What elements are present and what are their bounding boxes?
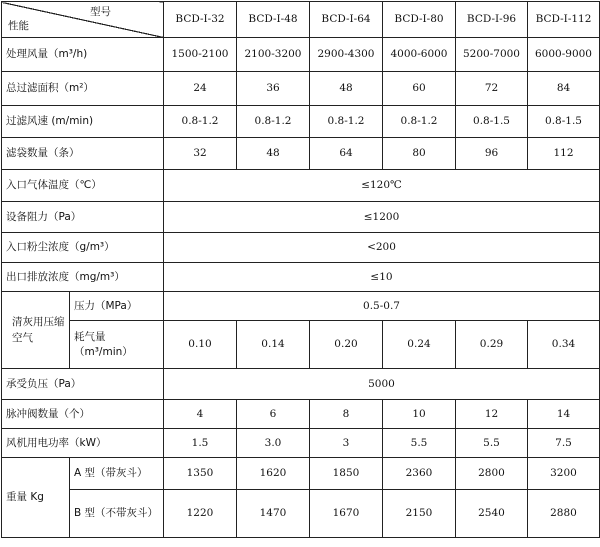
outlet-dust-row <box>2 263 600 292</box>
inlet-dust-value: <200 <box>164 233 600 263</box>
filter-area-value: 60 <box>383 72 456 106</box>
compressed-air-text: 清灰用压缩空气 <box>12 316 65 344</box>
performance-header-label: 性能 <box>8 20 29 32</box>
weight-type-b-value: 2880 <box>528 490 600 538</box>
airflow-value: 6000-9000 <box>528 38 600 72</box>
negative-pressure-row <box>2 369 600 400</box>
fan-power-value: 3.0 <box>237 429 310 458</box>
bag-count-value: 48 <box>237 138 310 170</box>
air-pressure-label: 压力（MPa） <box>70 292 164 321</box>
airflow-value: 2900-4300 <box>310 38 383 72</box>
negative-pressure-label: 承受负压（Pa） <box>2 369 164 400</box>
inlet-temp-label: 入口气体温度（℃） <box>2 170 164 202</box>
filter-speed-value: 0.8-1.5 <box>528 106 600 138</box>
pulse-valves-value: 12 <box>456 400 528 429</box>
air-consumption-value: 0.24 <box>383 321 456 369</box>
header-diagonal-cell <box>2 2 164 38</box>
air-pressure-row <box>2 292 600 321</box>
outlet-dust-value: ≤10 <box>164 263 600 292</box>
filter-area-row <box>2 72 600 106</box>
weight-a-row <box>2 458 600 490</box>
airflow-value: 4000-6000 <box>383 38 456 72</box>
fan-power-value: 5.5 <box>383 429 456 458</box>
filter-area-value: 36 <box>237 72 310 106</box>
air-consumption-value: 0.29 <box>456 321 528 369</box>
air-consumption-value: 0.14 <box>237 321 310 369</box>
air-consumption-value: 0.10 <box>164 321 237 369</box>
model-header: BCD-I-48 <box>237 2 310 38</box>
pulse-valves-value: 14 <box>528 400 600 429</box>
fan-power-value: 7.5 <box>528 429 600 458</box>
model-header: BCD-I-96 <box>456 2 528 38</box>
negative-pressure-value: 5000 <box>164 369 600 400</box>
pulse-valves-value: 8 <box>310 400 383 429</box>
model-header: BCD-I-112 <box>528 2 600 38</box>
fan-power-row <box>2 429 600 458</box>
weight-type-a-value: 2360 <box>383 458 456 490</box>
filter-speed-label: 过滤风速 (m/min) <box>2 106 164 138</box>
bag-count-value: 32 <box>164 138 237 170</box>
weight-type-a-value: 2800 <box>456 458 528 490</box>
airflow-value: 1500-2100 <box>164 38 237 72</box>
weight-type-b-value: 1670 <box>310 490 383 538</box>
outlet-dust-label: 出口排放浓度（mg/m³） <box>2 263 164 292</box>
weight-type-a-value: 1850 <box>310 458 383 490</box>
fan-power-value: 5.5 <box>456 429 528 458</box>
resistance-row <box>2 202 600 233</box>
weight-type-b-label: B 型（不带灰斗） <box>70 490 164 538</box>
airflow-label: 处理风量（m³/h) <box>2 38 164 72</box>
air-consumption-value: 0.20 <box>310 321 383 369</box>
pulse-valves-label: 脉冲阀数量（个） <box>2 400 164 429</box>
model-header: BCD-I-80 <box>383 2 456 38</box>
filter-area-value: 48 <box>310 72 383 106</box>
air-consumption-value: 0.34 <box>528 321 600 369</box>
weight-type-a-label: A 型（带灰斗） <box>70 458 164 490</box>
filter-speed-value: 0.8-1.2 <box>383 106 456 138</box>
inlet-temp-row <box>2 170 600 202</box>
resistance-label: 设备阻力（Pa） <box>2 202 164 233</box>
weight-type-b-value: 1470 <box>237 490 310 538</box>
air-consumption-row <box>2 321 600 369</box>
weight-type-b-value: 1220 <box>164 490 237 538</box>
pulse-valves-value: 4 <box>164 400 237 429</box>
pulse-valves-row <box>2 400 600 429</box>
weight-type-b-value: 2150 <box>383 490 456 538</box>
weight-label: 重量 Kg <box>2 458 70 538</box>
airflow-value: 2100-3200 <box>237 38 310 72</box>
filter-area-label: 总过滤面积（m²） <box>2 72 164 106</box>
filter-speed-value: 0.8-1.2 <box>164 106 237 138</box>
weight-type-a-value: 1620 <box>237 458 310 490</box>
weight-b-row <box>2 490 600 538</box>
fan-power-value: 1.5 <box>164 429 237 458</box>
airflow-value: 5200-7000 <box>456 38 528 72</box>
bag-count-value: 64 <box>310 138 383 170</box>
weight-type-a-value: 3200 <box>528 458 600 490</box>
bag-count-row <box>2 138 600 170</box>
weight-type-a-value: 1350 <box>164 458 237 490</box>
inlet-dust-label: 入口粉尘浓度（g/m³） <box>2 233 164 263</box>
header-row <box>2 2 600 38</box>
model-header: BCD-I-64 <box>310 2 383 38</box>
bag-count-value: 80 <box>383 138 456 170</box>
inlet-temp-value: ≤120℃ <box>164 170 600 202</box>
filter-speed-value: 0.8-1.2 <box>310 106 383 138</box>
fan-power-label: 风机用电功率（kW） <box>2 429 164 458</box>
compressed-air-label <box>2 292 70 369</box>
bag-count-label: 滤袋数量（条） <box>2 138 164 170</box>
spec-table <box>1 1 600 538</box>
model-header: BCD-I-32 <box>164 2 237 38</box>
filter-area-value: 24 <box>164 72 237 106</box>
bag-count-value: 112 <box>528 138 600 170</box>
resistance-value: ≤1200 <box>164 202 600 233</box>
pulse-valves-value: 10 <box>383 400 456 429</box>
fan-power-value: 3 <box>310 429 383 458</box>
filter-area-value: 72 <box>456 72 528 106</box>
pulse-valves-value: 6 <box>237 400 310 429</box>
model-header-label: 型号 <box>90 6 111 18</box>
inlet-dust-row <box>2 233 600 263</box>
bag-count-value: 96 <box>456 138 528 170</box>
filter-speed-value: 0.8-1.5 <box>456 106 528 138</box>
filter-area-value: 84 <box>528 72 600 106</box>
air-pressure-value: 0.5-0.7 <box>164 292 600 321</box>
air-consumption-label: 耗气量（m³/min） <box>70 321 164 369</box>
weight-type-b-value: 2540 <box>456 490 528 538</box>
filter-speed-row <box>2 106 600 138</box>
airflow-row <box>2 38 600 72</box>
filter-speed-value: 0.8-1.2 <box>237 106 310 138</box>
